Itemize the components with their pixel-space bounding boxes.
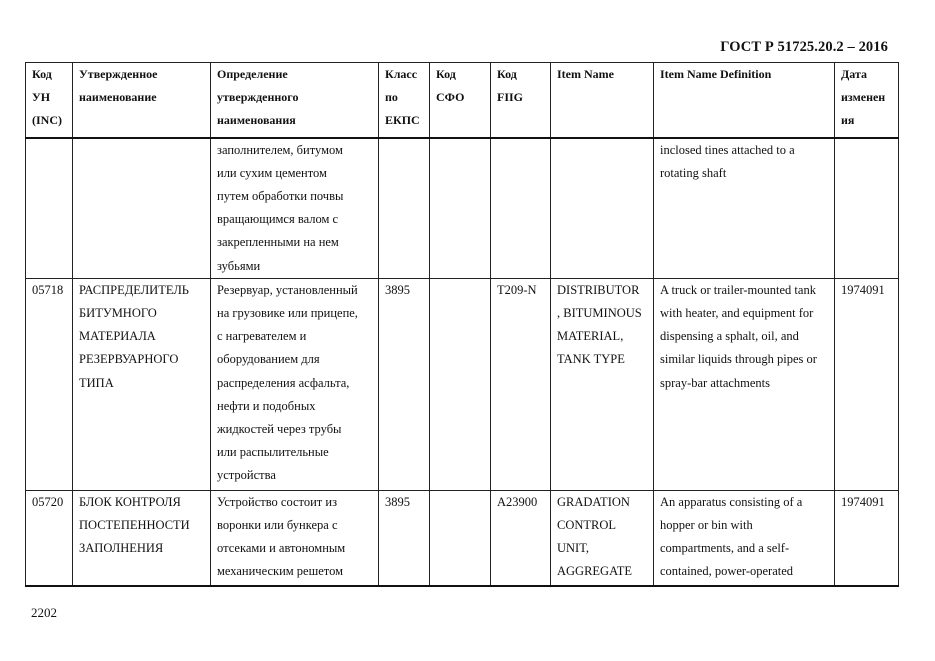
col-header-approved-name: Утвержденное наименование <box>73 63 211 138</box>
table-row <box>26 490 899 586</box>
col-header-inc: Код УН (INC) <box>26 63 73 138</box>
document-standard-title: ГОСТ Р 51725.20.2 – 2016 <box>720 39 888 55</box>
cell-class <box>379 138 430 279</box>
table-row <box>26 138 899 279</box>
col-header-class: Класс по ЕКПС <box>379 63 430 138</box>
cell-item-definition: A truck or trailer-mounted tank with heater, and equipment for dispensing a sphalt, oil, and similar liquids through pipes or spray-bar attachments <box>654 278 835 490</box>
cell-fiig: A23900 <box>491 490 551 586</box>
cell-date: 1974091 <box>835 278 899 490</box>
cell-definition: заполнителем, битумом или сухим цементом путем обработки почвы вращающимся валом с закрепленными на нем зубьями <box>211 138 379 279</box>
cell-inc: 05720 <box>26 490 73 586</box>
cell-inc: 05718 <box>26 278 73 490</box>
catalog-table <box>25 62 899 587</box>
cell-definition: Устройство состоит из воронки или бункера с отсеками и автономным механическим решетом <box>211 490 379 586</box>
cell-sfo <box>430 278 491 490</box>
cell-item-definition: An apparatus consisting of a hopper or bin with compartments, and a self- contained, power-operated <box>654 490 835 586</box>
cell-approved-name: РАСПРЕДЕЛИТЕЛЬ БИТУМНОГО МАТЕРИАЛА РЕЗЕРВУАРНОГО ТИПА <box>73 278 211 490</box>
cell-definition: Резервуар, установленный на грузовике или прицепе, с нагревателем и оборудованием для распределения асфальта, нефти и подобных жидкостей через трубы или распылительные устройства <box>211 278 379 490</box>
col-header-fiig: Код FIIG <box>491 63 551 138</box>
page-number: 2202 <box>31 605 57 620</box>
col-header-item-definition: Item Name Definition <box>654 63 835 138</box>
cell-class: 3895 <box>379 490 430 586</box>
cell-approved-name <box>73 138 211 279</box>
cell-item-name: DISTRIBUTOR , BITUMINOUS MATERIAL, TANK TYPE <box>551 278 654 490</box>
col-header-definition: Определение утвержденного наименования <box>211 63 379 138</box>
table-header-row <box>26 63 899 138</box>
cell-item-name: GRADATION CONTROL UNIT, AGGREGATE <box>551 490 654 586</box>
col-header-sfo: Код СФО <box>430 63 491 138</box>
col-header-date: Дата изменен ия <box>835 63 899 138</box>
cell-inc <box>26 138 73 279</box>
cell-date: 1974091 <box>835 490 899 586</box>
cell-fiig: T209-N <box>491 278 551 490</box>
col-header-item-name: Item Name <box>551 63 654 138</box>
table-row <box>26 278 899 490</box>
cell-item-name <box>551 138 654 279</box>
cell-item-definition: inclosed tines attached to a rotating shaft <box>654 138 835 279</box>
cell-sfo <box>430 138 491 279</box>
cell-approved-name: БЛОК КОНТРОЛЯ ПОСТЕПЕННОСТИ ЗАПОЛНЕНИЯ <box>73 490 211 586</box>
cell-sfo <box>430 490 491 586</box>
cell-date <box>835 138 899 279</box>
cell-fiig <box>491 138 551 279</box>
cell-class: 3895 <box>379 278 430 490</box>
